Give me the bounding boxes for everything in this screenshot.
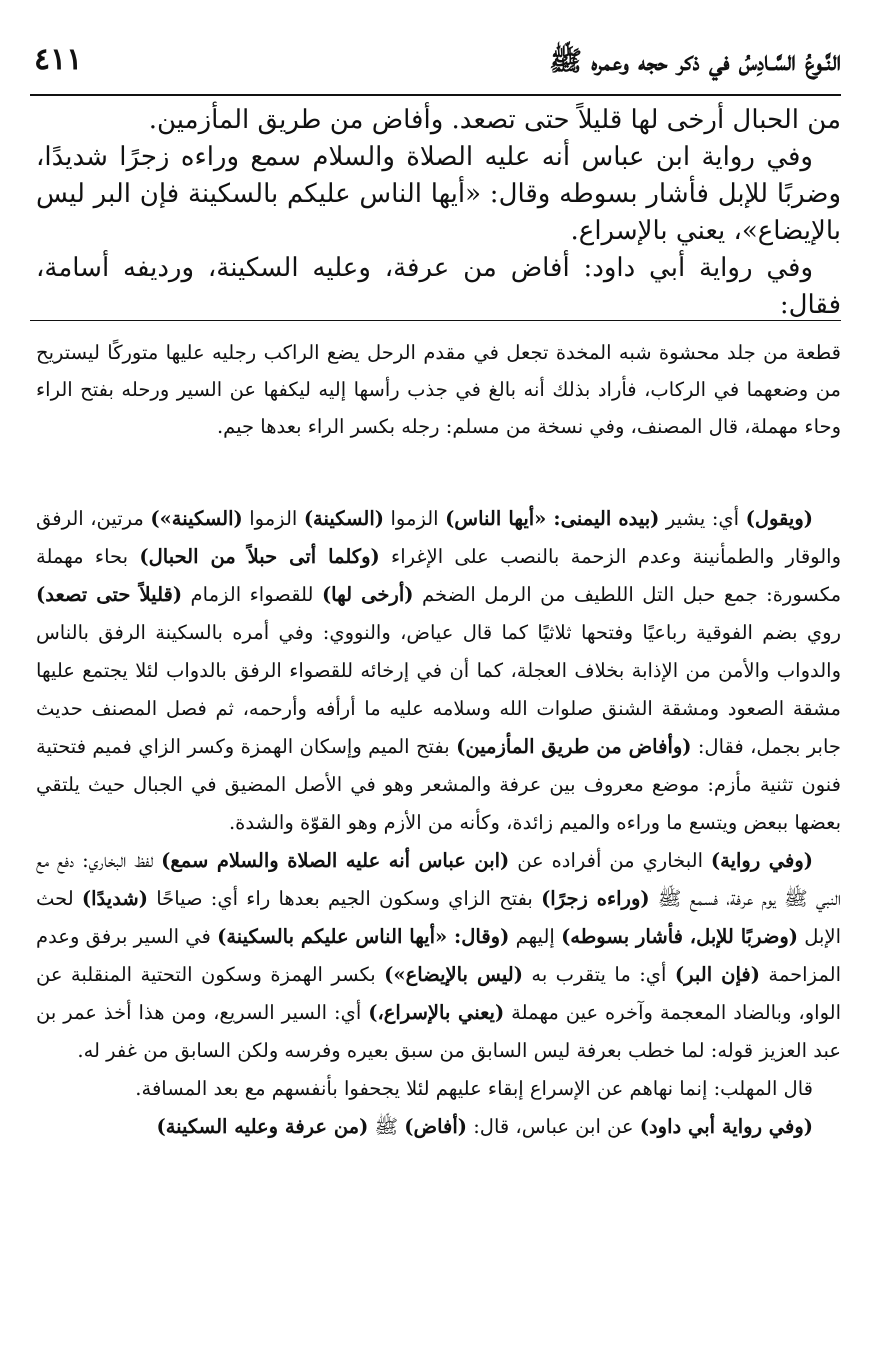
commentary-text: بفتح الزاي وسكون الجيم بعدها راء أي: صياحًا <box>148 887 542 910</box>
quoted-text: (ويقول) <box>745 507 813 530</box>
quoted-text: (أرخى لها) <box>321 583 414 606</box>
commentary-text: أي: السير السريع، ومن هذا أخذ عمر بن عبد العزيز قوله: لما خطب بعرفة ليس السابق من سبق بعيره وفرسه ولكن السابق من غفر له. <box>36 1001 841 1062</box>
commentary-text: بحاء مهملة مكسورة: جمع حبل التل اللطيف من الرمل الضخم <box>36 545 842 606</box>
quoted-text: (ابن عباس أنه عليه الصلاة والسلام سمع) <box>161 849 510 872</box>
quoted-text: (بيده اليمنى: «أيها الناس) <box>445 507 660 530</box>
quoted-text: (وفي رواية) <box>710 849 813 872</box>
quoted-text: (أفاض) <box>404 1115 468 1138</box>
commentary-text: أي: يشير <box>659 507 746 530</box>
footnote-rule <box>30 320 841 321</box>
commentary-text: الزموا <box>242 507 304 530</box>
commentary-paragraph <box>36 1108 841 1146</box>
commentary-text: عن ابن عباس، قال: <box>467 1115 640 1138</box>
commentary-paragraph: قال المهلب: إنما نهاهم عن الإسراع إبقاء عليهم لئلا يجحفوا بأنفسهم مع بعد المسافة. <box>135 1077 813 1100</box>
commentary-text: للقصواء الزمام <box>182 583 322 606</box>
commentary-text: لفظ البخاري: دفع مع النبي ﷺ يوم عرفة، فسمع ﷺ <box>36 849 842 910</box>
commentary-text: روي بضم الفوقية رباعيًا وفتحها ثلاثيًا كما قال عياض، والنووي: وفي أمره بالسكينة الرفق بالناس والدواب والأمن من الإذابة بخلاف العجلة، كما أن في إرخائه للقصواء الرفق بالدواب لئلا يجتمع عليها مشقة الصعود ومشقة الشنق صلوات الله وسلامه عليه ما أرأفه وأرحمه، ثم فصل المصنف حديث جابر بجمل، فقال: <box>36 621 841 758</box>
commentary-text: بفتح الميم وإسكان الهمزة وكسر الزاي فميم فتحتية فنون تثنية مأزم: موضع معروف بين عرفة والمشعر وهو في الأصل المضيق في الجبال حيث يلتقي بعضها ببعض ويتسع ما وراءه والميم زائدة، وكأنه من الأزم وهو القوّة والشدة. <box>36 735 841 834</box>
page-number: ٤١١ <box>34 42 83 77</box>
commentary-paragraph <box>36 500 841 842</box>
quoted-text: (السكينة) <box>303 507 385 530</box>
main-paragraph: وفي رواية أبي داود: أفاض من عرفة، وعليه السكينة، ورديفه أسامة، فقال: <box>36 253 841 320</box>
running-title: النَّـوعُ السَّـادِسُ في ذكر حجه وعمره ﷺ <box>549 46 841 77</box>
commentary-text: مرتين، الرفق والوقار والطمأنينة وعدم الزحمة بالنصب على الإغراء <box>36 507 842 568</box>
header-rule <box>30 94 841 96</box>
commentary-text: في السير برفق وعدم المزاحمة <box>36 925 841 986</box>
commentary-text: إليهم <box>509 925 562 948</box>
quoted-text: (يعني بالإسراع،) <box>368 1001 505 1024</box>
quoted-text: (وراءه زجرًا) <box>541 887 650 910</box>
quoted-text: (وكلما أتى حبلاً من الحبال) <box>139 545 380 568</box>
commentary-text: ﷺ <box>368 1115 405 1138</box>
commentary-text: الزموا <box>384 507 446 530</box>
commentary-text: بكسر الهمزة وسكون التحتية المنقلبة عن الواو، وبالضاد المعجمة وآخره عين مهملة <box>36 963 841 1024</box>
commentary-text: البخاري من أفراده عن <box>509 849 711 872</box>
main-paragraph: من الحبال أرخى لها قليلاً حتى تصعد. وأفاض من طريق المأزمين. <box>148 105 841 135</box>
commentary-text: لحث الإبل <box>36 887 842 948</box>
quoted-text: (وضربًا للإبل، فأشار بسوطه) <box>561 925 799 948</box>
footnote-block <box>36 334 841 445</box>
quoted-text: (شديدًا) <box>81 887 148 910</box>
commentary-text: أي: ما يتقرب به <box>522 963 675 986</box>
quoted-text: (وفي رواية أبي داود) <box>639 1115 813 1138</box>
quoted-text: (قليلاً حتى تصعد) <box>36 583 183 606</box>
quoted-text: (السكينة») <box>150 507 243 530</box>
quoted-text: (من عرفة وعليه السكينة) <box>156 1115 369 1138</box>
footnote-text: قطعة من جلد محشوة شبه المخدة تجعل في مقدم الرحل يضع الراكب رجليه عليها متوركًا ليستريح من وضعهما في الركاب، فأراد بذلك أنه بالغ في جذب رأسها إليه ليكفها عن السير ورحله بفتح الراء وحاء مهملة، قال المصنف، وفي نسخة من مسلم: رجله بكسر الراء بعدها جيم. <box>36 341 841 438</box>
page-header <box>34 38 841 92</box>
main-text <box>36 102 841 324</box>
quoted-text: (فإن البر) <box>674 963 760 986</box>
commentary-block <box>36 500 841 1146</box>
commentary-paragraph <box>36 842 841 1070</box>
quoted-text: (ليس بالإيضاع») <box>384 963 523 986</box>
quoted-text: (وأفاض من طريق المأزمين) <box>456 735 692 758</box>
main-paragraph: وفي رواية ابن عباس أنه عليه الصلاة والسلام سمع وراءه زجرًا شديدًا، وضربًا للإبل فأشار بسوطه وقال: «أيها الناس عليكم بالسكينة فإن البر ليس بالإيضاع»، يعني بالإسراع. <box>36 142 841 246</box>
quoted-text: (وقال: «أيها الناس عليكم بالسكينة) <box>217 925 510 948</box>
